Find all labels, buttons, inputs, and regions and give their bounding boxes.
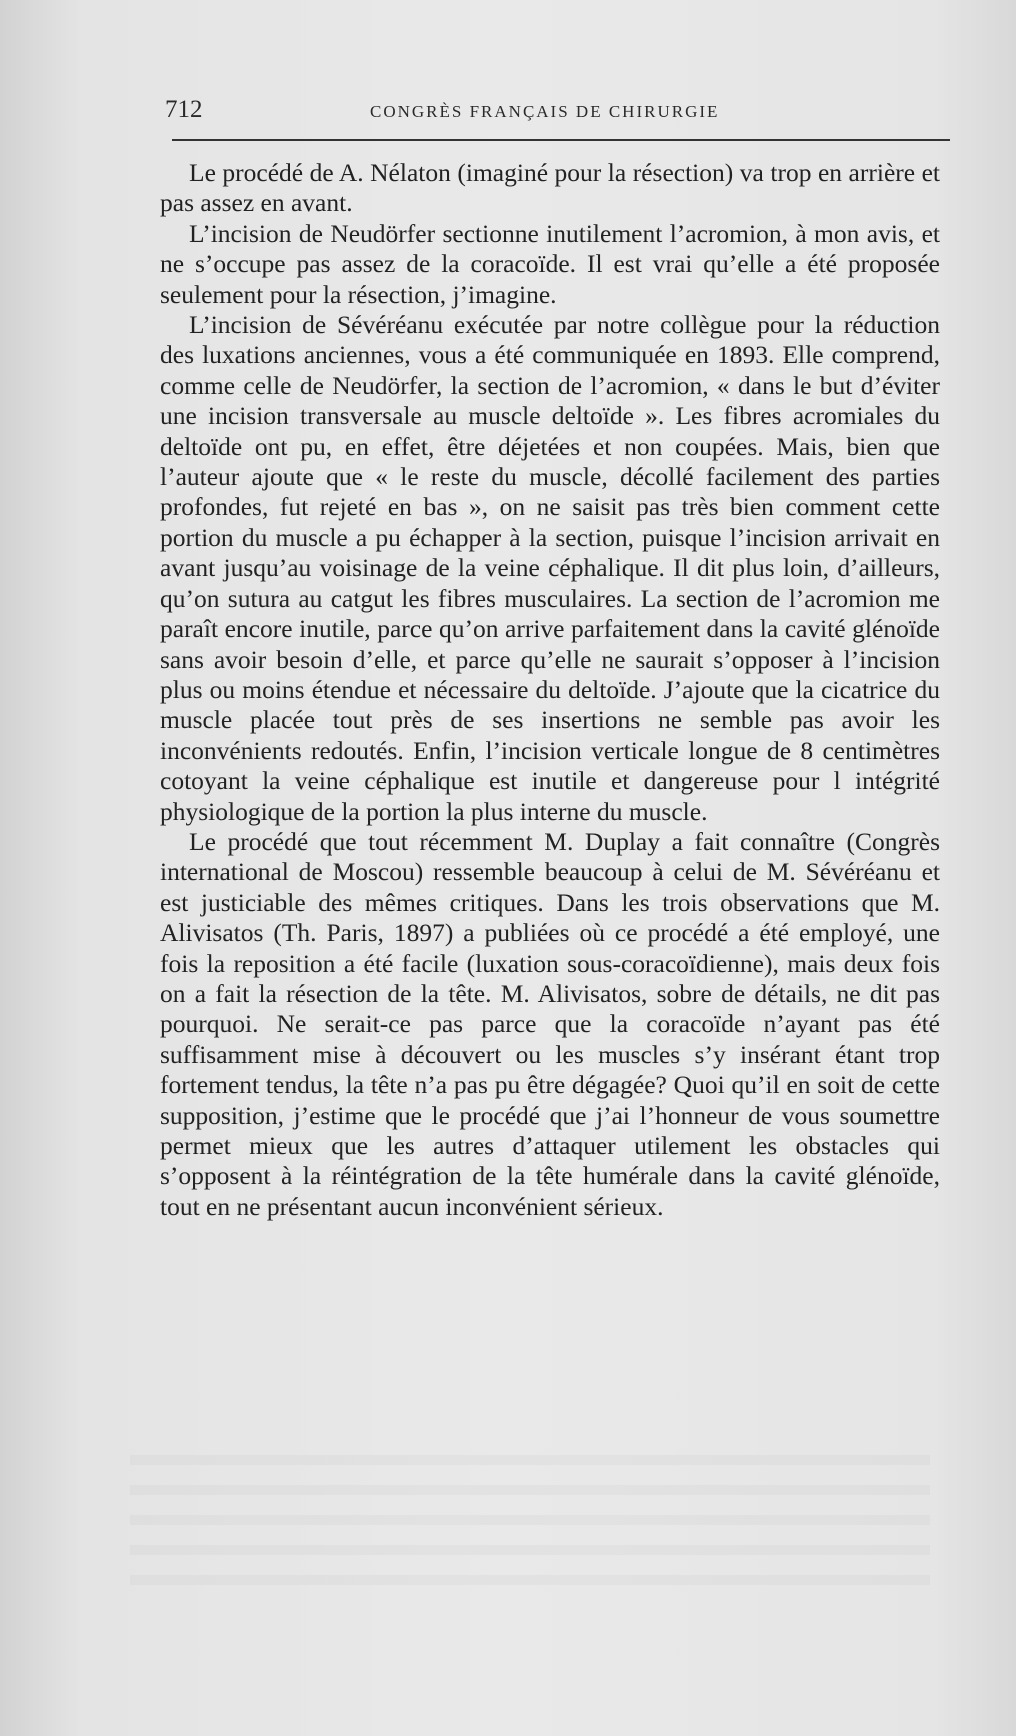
running-title: CONGRÈS FRANÇAIS DE CHIRURGIE — [370, 102, 720, 121]
header-rule — [172, 139, 950, 141]
paragraph: Le procédé que tout récemment M. Duplay a fait connaître (Congrès international de Moscou) ressemble beaucoup à celui de M. Sévéréanu et est justiciable des mêmes critiques. Dans les trois observations que M. Alivisatos (Th. Paris, 1897) a publiées où ce procédé a été employé, une fois la reposition a été facile (luxation sous-coracoïdienne), mais deux fois on a fait la résection de la tête. M. Alivisatos, sobre de détails, ne dit pas pourquoi. Ne serait-ce pas parce que la coracoïde n’ayant pas été suffisamment mise à découvert ou les muscles s’y insérant étant trop fortement tendus, la tête n’a pas pu être dégagée? Quoi qu’il en soit de cette supposition, j’estime que le procédé que j’ai l’honneur de vous soumettre permet mieux que les autres d’attaquer utilement les obstacles qui s’opposent à la réintégration de la tête humérale dans la cavité glénoïde, tout en ne présentant aucun inconvénient sérieux. — [160, 826, 940, 1221]
paragraph: L’incision de Sévéréanu exécutée par notre collègue pour la réduction des luxations anciennes, vous a été communiquée en 1893. Elle comprend, comme celle de Neudörfer, la section de l’acromion, « dans le but d’éviter une incision transversale au muscle deltoïde ». Les fibres acromiales du deltoïde ont pu, en effet, être déjetées et non coupées. Mais, bien que l’auteur ajoute que « le reste du muscle, décollé facilement des parties profondes, fut rejeté en bas », on ne saisit pas très bien comment cette portion du muscle a pu échapper à la section, puisque l’incision arrivait en avant jusqu’au voisinage de la veine céphalique. Il dit plus loin, d’ailleurs, qu’on sutura au catgut les fibres musculaires. La section de l’acromion me paraît encore inutile, parce qu’on arrive parfaitement dans la cavité glénoïde sans avoir besoin d’elle, et parce qu’elle ne saurait s’opposer à l’incision plus ou moins étendue et nécessaire du deltoïde. J’ajoute que la cicatrice du muscle placée tout près de ses insertions ne semble pas avoir les inconvénients redoutés. Enfin, l’incision verticale longue de 8 centimètres cotoyant la veine céphalique est inutile et dangereuse pour l intégrité physiologique de la portion la plus interne du muscle. — [160, 310, 940, 826]
paragraph: Le procédé de A. Nélaton (imaginé pour la résection) va trop en arrière et pas assez en avant. — [160, 158, 940, 218]
page-number: 712 — [165, 96, 203, 123]
show-through-area — [130, 1455, 930, 1595]
paragraph: L’incision de Neudörfer sectionne inutilement l’acromion, à mon avis, et ne s’occupe pas assez de la coracoïde. Il est vrai qu’elle a été proposée seulement pour la résection, j’imagine. — [160, 218, 940, 309]
body-text — [160, 158, 940, 1222]
page-header — [160, 96, 950, 130]
